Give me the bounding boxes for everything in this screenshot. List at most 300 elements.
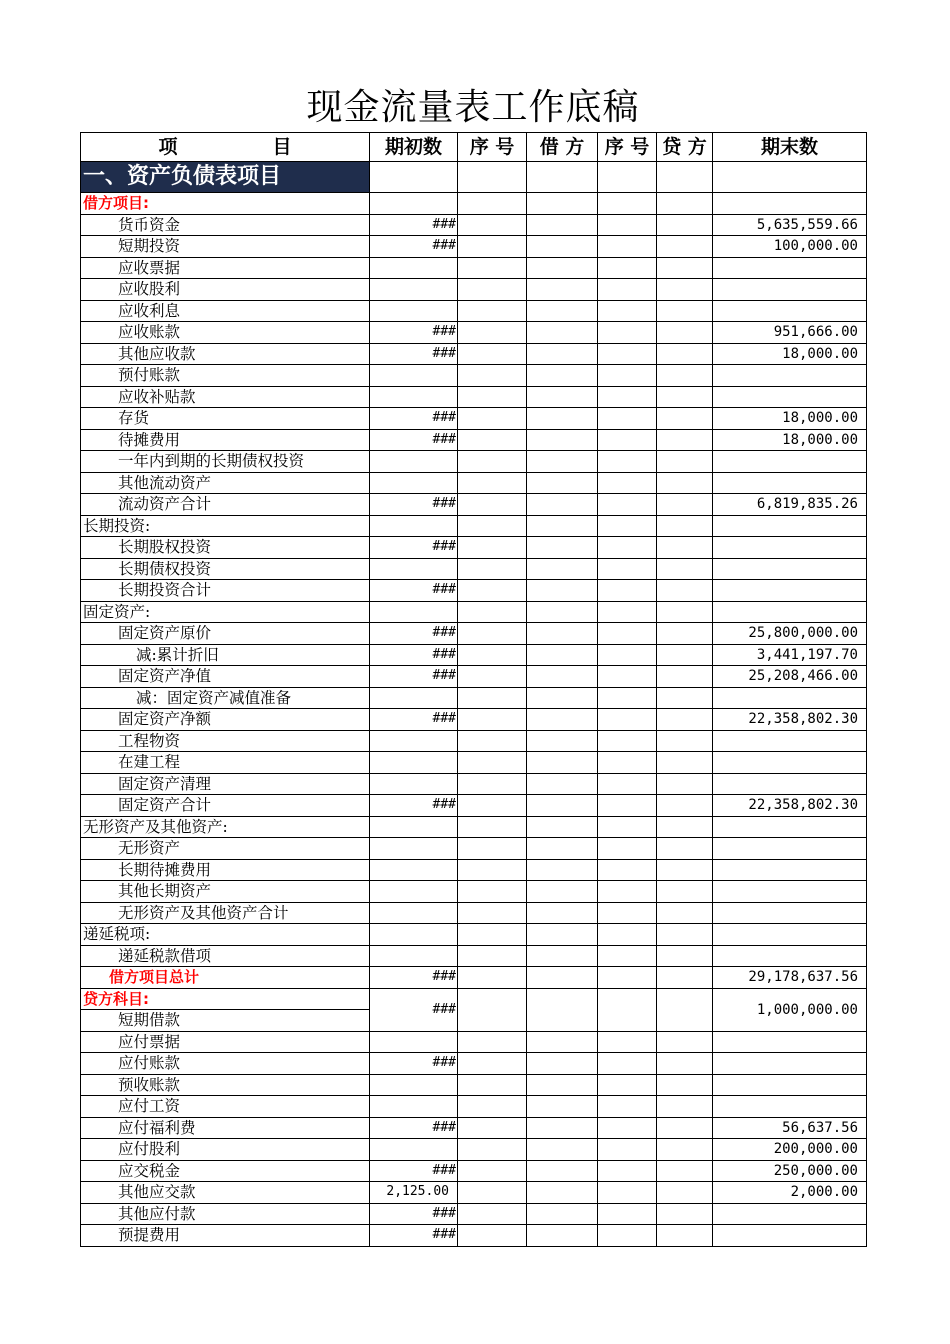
seq-cell[interactable] — [458, 1139, 527, 1161]
opening-cell[interactable] — [370, 687, 458, 709]
debit-cell[interactable] — [527, 1225, 598, 1247]
debit-cell[interactable] — [527, 1117, 598, 1139]
credit-cell[interactable] — [657, 601, 713, 623]
seq-cell[interactable] — [458, 902, 527, 924]
debit-cell[interactable] — [527, 795, 598, 817]
opening-cell[interactable] — [370, 902, 458, 924]
closing-cell[interactable] — [713, 945, 867, 967]
debit-cell[interactable] — [527, 300, 598, 322]
seq-cell[interactable] — [458, 472, 527, 494]
closing-cell[interactable] — [713, 451, 867, 473]
seq-cell[interactable] — [458, 365, 527, 387]
opening-cell[interactable]: ### — [370, 1225, 458, 1247]
seq-cell[interactable] — [598, 472, 657, 494]
closing-cell[interactable] — [713, 365, 867, 387]
debit-cell[interactable] — [527, 214, 598, 236]
closing-cell[interactable]: 6,819,835.26 — [713, 494, 867, 516]
seq-cell[interactable] — [458, 1225, 527, 1247]
seq-cell[interactable] — [598, 451, 657, 473]
closing-cell[interactable] — [713, 838, 867, 860]
seq-cell[interactable] — [458, 730, 527, 752]
credit-cell[interactable] — [657, 494, 713, 516]
opening-cell[interactable] — [370, 859, 458, 881]
credit-cell[interactable] — [657, 214, 713, 236]
seq-cell[interactable] — [598, 988, 657, 1031]
seq-cell[interactable] — [598, 343, 657, 365]
seq-cell[interactable] — [458, 1182, 527, 1204]
seq-cell[interactable] — [458, 859, 527, 881]
seq-cell[interactable] — [598, 709, 657, 731]
debit-cell[interactable] — [527, 451, 598, 473]
opening-cell[interactable]: ### — [370, 1203, 458, 1225]
seq-cell[interactable] — [458, 945, 527, 967]
opening-cell[interactable]: ### — [370, 644, 458, 666]
debit-cell[interactable] — [527, 343, 598, 365]
seq-cell[interactable] — [458, 1031, 527, 1053]
seq-cell[interactable] — [458, 408, 527, 430]
closing-cell[interactable]: 1,000,000.00 — [713, 988, 867, 1031]
opening-cell[interactable] — [370, 365, 458, 387]
opening-cell[interactable] — [370, 881, 458, 903]
opening-cell[interactable]: ### — [370, 236, 458, 258]
debit-cell[interactable] — [527, 515, 598, 537]
seq-cell[interactable] — [598, 558, 657, 580]
opening-cell[interactable] — [370, 515, 458, 537]
opening-cell[interactable] — [370, 558, 458, 580]
debit-cell[interactable] — [527, 580, 598, 602]
seq-cell[interactable] — [598, 429, 657, 451]
seq-cell[interactable] — [458, 386, 527, 408]
credit-cell[interactable] — [657, 580, 713, 602]
credit-cell[interactable] — [657, 451, 713, 473]
debit-cell[interactable] — [527, 1139, 598, 1161]
seq-cell[interactable] — [598, 795, 657, 817]
closing-cell[interactable] — [713, 1074, 867, 1096]
seq-cell[interactable] — [458, 687, 527, 709]
cell[interactable] — [657, 162, 713, 193]
seq-cell[interactable] — [598, 365, 657, 387]
seq-cell[interactable] — [458, 816, 527, 838]
credit-cell[interactable] — [657, 537, 713, 559]
cell[interactable] — [713, 162, 867, 193]
debit-cell[interactable] — [527, 257, 598, 279]
debit-cell[interactable] — [527, 429, 598, 451]
debit-cell[interactable] — [527, 902, 598, 924]
debit-cell[interactable] — [527, 967, 598, 989]
debit-cell[interactable] — [527, 709, 598, 731]
opening-cell[interactable]: ### — [370, 666, 458, 688]
debit-cell[interactable] — [527, 644, 598, 666]
credit-cell[interactable] — [657, 193, 713, 215]
opening-cell[interactable] — [370, 1031, 458, 1053]
closing-cell[interactable]: 5,635,559.66 — [713, 214, 867, 236]
credit-cell[interactable] — [657, 773, 713, 795]
closing-cell[interactable]: 22,358,802.30 — [713, 795, 867, 817]
credit-cell[interactable] — [657, 730, 713, 752]
opening-cell[interactable]: ### — [370, 967, 458, 989]
opening-cell[interactable]: ### — [370, 988, 458, 1031]
seq-cell[interactable] — [598, 580, 657, 602]
seq-cell[interactable] — [598, 816, 657, 838]
closing-cell[interactable] — [713, 300, 867, 322]
seq-cell[interactable] — [458, 537, 527, 559]
debit-cell[interactable] — [527, 1074, 598, 1096]
seq-cell[interactable] — [598, 1053, 657, 1075]
closing-cell[interactable] — [713, 257, 867, 279]
table-row — [81, 1203, 867, 1225]
opening-cell[interactable]: ### — [370, 429, 458, 451]
seq-cell[interactable] — [458, 236, 527, 258]
seq-cell[interactable] — [598, 1225, 657, 1247]
closing-cell[interactable] — [713, 1053, 867, 1075]
seq-cell[interactable] — [598, 687, 657, 709]
debit-cell[interactable] — [527, 730, 598, 752]
closing-cell[interactable]: 29,178,637.56 — [713, 967, 867, 989]
credit-cell[interactable] — [657, 924, 713, 946]
opening-cell[interactable] — [370, 472, 458, 494]
credit-cell[interactable] — [657, 257, 713, 279]
seq-cell[interactable] — [598, 300, 657, 322]
seq-cell[interactable] — [598, 945, 657, 967]
credit-cell[interactable] — [657, 795, 713, 817]
seq-cell[interactable] — [458, 773, 527, 795]
opening-cell[interactable]: ### — [370, 537, 458, 559]
seq-cell[interactable] — [458, 666, 527, 688]
opening-cell[interactable]: ### — [370, 1160, 458, 1182]
debit-cell[interactable] — [527, 1160, 598, 1182]
seq-cell[interactable] — [458, 1053, 527, 1075]
closing-cell[interactable]: 25,800,000.00 — [713, 623, 867, 645]
seq-cell[interactable] — [458, 558, 527, 580]
closing-cell[interactable] — [713, 193, 867, 215]
seq-cell[interactable] — [458, 451, 527, 473]
seq-cell[interactable] — [458, 1203, 527, 1225]
seq-cell[interactable] — [598, 257, 657, 279]
credit-cell[interactable] — [657, 1160, 713, 1182]
closing-cell[interactable] — [713, 730, 867, 752]
credit-cell[interactable] — [657, 666, 713, 688]
debit-cell[interactable] — [527, 881, 598, 903]
opening-cell[interactable] — [370, 924, 458, 946]
seq-cell[interactable] — [458, 1096, 527, 1118]
debit-cell[interactable] — [527, 494, 598, 516]
opening-cell[interactable] — [370, 1096, 458, 1118]
opening-cell[interactable]: ### — [370, 795, 458, 817]
seq-cell[interactable] — [598, 408, 657, 430]
closing-cell[interactable] — [713, 902, 867, 924]
cell[interactable] — [370, 162, 458, 193]
seq-cell[interactable] — [458, 709, 527, 731]
seq-cell[interactable] — [598, 1096, 657, 1118]
closing-cell[interactable] — [713, 773, 867, 795]
closing-cell[interactable] — [713, 386, 867, 408]
debit-cell[interactable] — [527, 773, 598, 795]
seq-cell[interactable] — [598, 601, 657, 623]
opening-cell[interactable] — [370, 451, 458, 473]
credit-cell[interactable] — [657, 365, 713, 387]
credit-cell[interactable] — [657, 644, 713, 666]
credit-cell[interactable] — [657, 1203, 713, 1225]
seq-cell[interactable] — [598, 193, 657, 215]
debit-cell[interactable] — [527, 1203, 598, 1225]
seq-cell[interactable] — [458, 580, 527, 602]
opening-cell[interactable] — [370, 279, 458, 301]
debit-cell[interactable] — [527, 279, 598, 301]
credit-cell[interactable] — [657, 322, 713, 344]
seq-cell[interactable] — [598, 924, 657, 946]
debit-cell[interactable] — [527, 236, 598, 258]
seq-cell[interactable] — [458, 838, 527, 860]
opening-cell[interactable]: ### — [370, 580, 458, 602]
credit-cell[interactable] — [657, 687, 713, 709]
seq-cell[interactable] — [598, 838, 657, 860]
debit-cell[interactable] — [527, 558, 598, 580]
seq-cell[interactable] — [458, 343, 527, 365]
opening-cell[interactable]: ### — [370, 322, 458, 344]
closing-cell[interactable] — [713, 472, 867, 494]
opening-cell[interactable]: ### — [370, 408, 458, 430]
seq-cell[interactable] — [598, 859, 657, 881]
opening-cell[interactable]: ### — [370, 623, 458, 645]
closing-cell[interactable] — [713, 752, 867, 774]
seq-cell[interactable] — [458, 1160, 527, 1182]
closing-cell[interactable] — [713, 1031, 867, 1053]
seq-cell[interactable] — [598, 279, 657, 301]
closing-cell[interactable]: 25,208,466.00 — [713, 666, 867, 688]
credit-cell[interactable] — [657, 902, 713, 924]
opening-cell[interactable] — [370, 838, 458, 860]
credit-cell[interactable] — [657, 1053, 713, 1075]
debit-cell[interactable] — [527, 666, 598, 688]
seq-cell[interactable] — [598, 515, 657, 537]
credit-cell[interactable] — [657, 967, 713, 989]
closing-cell[interactable] — [713, 580, 867, 602]
opening-cell[interactable]: ### — [370, 494, 458, 516]
seq-cell[interactable] — [598, 752, 657, 774]
seq-cell[interactable] — [458, 881, 527, 903]
seq-cell[interactable] — [458, 644, 527, 666]
opening-cell[interactable] — [370, 193, 458, 215]
seq-cell[interactable] — [458, 601, 527, 623]
credit-cell[interactable] — [657, 279, 713, 301]
opening-cell[interactable] — [370, 752, 458, 774]
seq-cell[interactable] — [598, 902, 657, 924]
credit-cell[interactable] — [657, 472, 713, 494]
credit-cell[interactable] — [657, 558, 713, 580]
closing-cell[interactable]: 22,358,802.30 — [713, 709, 867, 731]
opening-cell[interactable]: ### — [370, 1053, 458, 1075]
closing-cell[interactable]: 250,000.00 — [713, 1160, 867, 1182]
opening-cell[interactable] — [370, 1139, 458, 1161]
closing-cell[interactable]: 56,637.56 — [713, 1117, 867, 1139]
seq-cell[interactable] — [598, 236, 657, 258]
debit-cell[interactable] — [527, 859, 598, 881]
seq-cell[interactable] — [598, 967, 657, 989]
debit-cell[interactable] — [527, 322, 598, 344]
credit-cell[interactable] — [657, 881, 713, 903]
debit-cell[interactable] — [527, 816, 598, 838]
debit-cell[interactable] — [527, 537, 598, 559]
opening-cell[interactable]: ### — [370, 1117, 458, 1139]
seq-cell[interactable] — [458, 300, 527, 322]
debit-cell[interactable] — [527, 601, 598, 623]
credit-cell[interactable] — [657, 343, 713, 365]
seq-cell[interactable] — [458, 279, 527, 301]
closing-cell[interactable] — [713, 859, 867, 881]
seq-cell[interactable] — [598, 214, 657, 236]
opening-cell[interactable] — [370, 945, 458, 967]
opening-cell[interactable] — [370, 730, 458, 752]
seq-cell[interactable] — [598, 773, 657, 795]
seq-cell[interactable] — [598, 1117, 657, 1139]
credit-cell[interactable] — [657, 709, 713, 731]
table-row — [81, 1225, 867, 1247]
table-row — [81, 924, 867, 946]
seq-cell[interactable] — [458, 214, 527, 236]
credit-cell[interactable] — [657, 838, 713, 860]
debit-cell[interactable] — [527, 687, 598, 709]
credit-cell[interactable] — [657, 1031, 713, 1053]
credit-cell[interactable] — [657, 945, 713, 967]
opening-cell[interactable] — [370, 386, 458, 408]
seq-cell[interactable] — [598, 322, 657, 344]
debit-cell[interactable] — [527, 472, 598, 494]
credit-cell[interactable] — [657, 1225, 713, 1247]
header-seq-1: 序 号 — [458, 133, 527, 162]
debit-cell[interactable] — [527, 1182, 598, 1204]
seq-cell[interactable] — [598, 730, 657, 752]
credit-cell[interactable] — [657, 1182, 713, 1204]
closing-cell[interactable] — [713, 558, 867, 580]
credit-cell[interactable] — [657, 1074, 713, 1096]
opening-cell[interactable] — [370, 1074, 458, 1096]
seq-cell[interactable] — [458, 924, 527, 946]
seq-cell[interactable] — [458, 988, 527, 1031]
seq-cell[interactable] — [598, 537, 657, 559]
seq-cell[interactable] — [598, 1074, 657, 1096]
seq-cell[interactable] — [598, 1139, 657, 1161]
closing-cell[interactable] — [713, 1203, 867, 1225]
row-label: 工程物资 — [81, 730, 370, 752]
closing-cell[interactable] — [713, 537, 867, 559]
cell[interactable] — [458, 162, 527, 193]
seq-cell[interactable] — [458, 752, 527, 774]
opening-cell[interactable] — [370, 773, 458, 795]
seq-cell[interactable] — [598, 1031, 657, 1053]
debit-cell[interactable] — [527, 365, 598, 387]
debit-cell[interactable] — [527, 924, 598, 946]
closing-cell[interactable] — [713, 816, 867, 838]
seq-cell[interactable] — [598, 1182, 657, 1204]
credit-cell[interactable] — [657, 1117, 713, 1139]
cell[interactable] — [598, 162, 657, 193]
debit-cell[interactable] — [527, 838, 598, 860]
debit-cell[interactable] — [527, 1031, 598, 1053]
closing-cell[interactable] — [713, 1096, 867, 1118]
closing-cell[interactable] — [713, 515, 867, 537]
opening-cell[interactable] — [370, 816, 458, 838]
closing-cell[interactable]: 200,000.00 — [713, 1139, 867, 1161]
cell[interactable] — [527, 162, 598, 193]
opening-cell[interactable] — [370, 601, 458, 623]
closing-cell[interactable]: 951,666.00 — [713, 322, 867, 344]
credit-cell[interactable] — [657, 859, 713, 881]
seq-cell[interactable] — [458, 1074, 527, 1096]
closing-cell[interactable] — [713, 601, 867, 623]
credit-cell[interactable] — [657, 1139, 713, 1161]
seq-cell[interactable] — [598, 644, 657, 666]
seq-cell[interactable] — [458, 429, 527, 451]
seq-cell[interactable] — [458, 1117, 527, 1139]
seq-cell[interactable] — [458, 193, 527, 215]
credit-cell[interactable] — [657, 429, 713, 451]
debit-cell[interactable] — [527, 945, 598, 967]
debit-cell[interactable] — [527, 408, 598, 430]
table-row — [81, 795, 867, 817]
opening-cell[interactable] — [370, 257, 458, 279]
closing-cell[interactable]: 18,000.00 — [713, 343, 867, 365]
credit-cell[interactable] — [657, 816, 713, 838]
opening-cell[interactable]: ### — [370, 343, 458, 365]
credit-cell[interactable] — [657, 386, 713, 408]
closing-cell[interactable] — [713, 279, 867, 301]
debit-cell[interactable] — [527, 988, 598, 1031]
seq-cell[interactable] — [458, 322, 527, 344]
seq-cell[interactable] — [598, 623, 657, 645]
seq-cell[interactable] — [598, 386, 657, 408]
seq-cell[interactable] — [598, 494, 657, 516]
credit-cell[interactable] — [657, 752, 713, 774]
opening-cell[interactable] — [370, 300, 458, 322]
closing-cell[interactable] — [713, 924, 867, 946]
seq-cell[interactable] — [598, 1160, 657, 1182]
seq-cell[interactable] — [458, 257, 527, 279]
debit-cell[interactable] — [527, 1053, 598, 1075]
closing-cell[interactable]: 3,441,197.70 — [713, 644, 867, 666]
debit-cell[interactable] — [527, 752, 598, 774]
credit-cell[interactable] — [657, 1096, 713, 1118]
seq-cell[interactable] — [458, 494, 527, 516]
opening-cell[interactable]: 2,125.00 — [370, 1182, 458, 1204]
closing-cell[interactable] — [713, 1225, 867, 1247]
credit-cell[interactable] — [657, 515, 713, 537]
credit-cell[interactable] — [657, 236, 713, 258]
debit-cell[interactable] — [527, 193, 598, 215]
seq-cell[interactable] — [458, 967, 527, 989]
closing-cell[interactable] — [713, 881, 867, 903]
opening-cell[interactable]: ### — [370, 214, 458, 236]
closing-cell[interactable]: 18,000.00 — [713, 408, 867, 430]
opening-cell[interactable]: ### — [370, 709, 458, 731]
debit-cell[interactable] — [527, 623, 598, 645]
debit-cell[interactable] — [527, 1096, 598, 1118]
credit-cell[interactable] — [657, 623, 713, 645]
seq-cell[interactable] — [598, 666, 657, 688]
seq-cell[interactable] — [458, 515, 527, 537]
closing-cell[interactable]: 2,000.00 — [713, 1182, 867, 1204]
seq-cell[interactable] — [598, 881, 657, 903]
seq-cell[interactable] — [458, 623, 527, 645]
seq-cell[interactable] — [598, 1203, 657, 1225]
credit-cell[interactable] — [657, 408, 713, 430]
closing-cell[interactable]: 100,000.00 — [713, 236, 867, 258]
credit-cell[interactable] — [657, 988, 713, 1031]
seq-cell[interactable] — [458, 795, 527, 817]
closing-cell[interactable] — [713, 687, 867, 709]
credit-cell[interactable] — [657, 300, 713, 322]
debit-cell[interactable] — [527, 386, 598, 408]
closing-cell[interactable]: 18,000.00 — [713, 429, 867, 451]
